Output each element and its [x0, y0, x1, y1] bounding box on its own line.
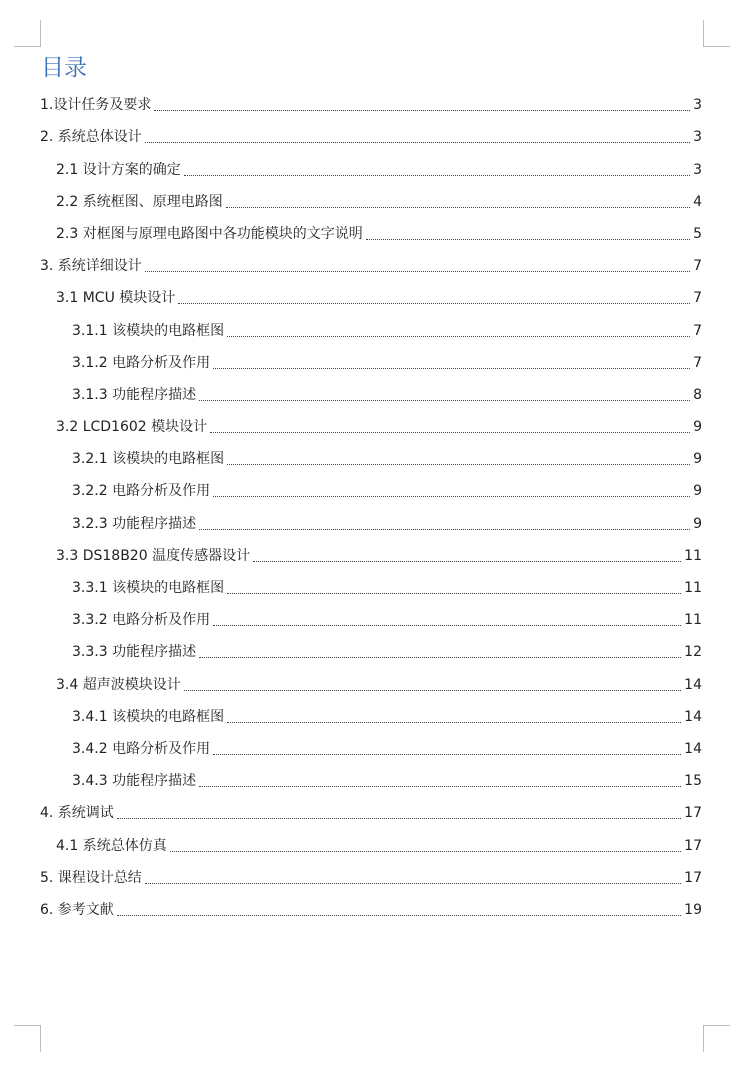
toc-page-number: 7 — [693, 290, 702, 307]
toc-page-number: 19 — [684, 901, 702, 918]
toc-page-number: 12 — [684, 644, 702, 661]
toc-dot-leader — [178, 303, 690, 304]
toc-entry-text: 5. 课程设计总结 — [40, 869, 142, 886]
toc-dot-leader — [213, 754, 681, 755]
toc-page-number: 3 — [693, 161, 702, 178]
toc-dot-leader — [184, 175, 690, 176]
toc-page-number: 3 — [693, 97, 702, 114]
toc-page-number: 17 — [684, 837, 702, 854]
toc-entry[interactable] — [40, 443, 702, 475]
toc-entry[interactable] — [40, 411, 702, 443]
toc-page-number: 9 — [693, 419, 702, 436]
toc-entry[interactable] — [40, 153, 702, 185]
toc-dot-leader — [227, 336, 690, 337]
toc-entry-text: 6. 参考文献 — [40, 901, 114, 918]
toc-entry-text: 3.3.1 该模块的电路框图 — [72, 580, 225, 596]
toc-entry[interactable] — [40, 379, 702, 411]
toc-entry-text: 2.2 系统框图、原理电路图 — [56, 193, 223, 210]
crop-mark-bottom-left — [14, 1025, 41, 1052]
toc-entry-text: 3.4.3 功能程序描述 — [72, 773, 197, 790]
toc-entry-text: 3.3.3 功能程序描述 — [72, 644, 197, 661]
toc-entry[interactable] — [40, 347, 702, 379]
toc-entry-text: 3.4 超声波模块设计 — [56, 676, 181, 693]
toc-page-number: 11 — [684, 580, 702, 596]
toc-dot-leader — [213, 496, 690, 497]
toc-page-number: 11 — [684, 612, 702, 629]
toc-entry-text: 3.1.1 该模块的电路框图 — [72, 322, 225, 339]
toc-dot-leader — [210, 432, 690, 433]
toc-dot-leader — [227, 593, 681, 594]
toc-page-number: 14 — [684, 708, 702, 725]
toc-entry-text: 3.2.3 功能程序描述 — [72, 515, 197, 532]
toc-dot-leader — [170, 851, 681, 852]
toc-page-number: 7 — [693, 354, 702, 371]
toc-entry-text: 3. 系统详细设计 — [40, 258, 142, 275]
toc-dot-leader — [117, 915, 681, 916]
toc-entry-text: 3.1.3 功能程序描述 — [72, 386, 197, 403]
toc-entry[interactable] — [40, 862, 702, 894]
toc-dot-leader — [145, 271, 690, 272]
toc-entry[interactable] — [40, 894, 702, 926]
toc-entry[interactable] — [40, 218, 702, 250]
crop-mark-top-right — [703, 20, 730, 47]
toc-entry-text: 3.4.1 该模块的电路框图 — [72, 708, 225, 725]
toc-dot-leader — [227, 722, 681, 723]
toc-entry[interactable] — [40, 701, 702, 733]
toc-entry[interactable] — [40, 765, 702, 797]
toc-dot-leader — [366, 239, 690, 240]
toc-entry[interactable] — [40, 121, 702, 153]
toc-page-number: 15 — [684, 773, 702, 790]
toc-entry-text: 4. 系统调试 — [40, 805, 114, 822]
toc-entry-text: 4.1 系统总体仿真 — [56, 837, 167, 854]
toc-dot-leader — [145, 883, 681, 884]
toc-entry-text: 3.3 DS18B20 温度传感器设计 — [56, 547, 251, 564]
toc-entry-text: 3.2.1 该模块的电路框图 — [72, 451, 225, 468]
toc-page-number: 9 — [693, 451, 702, 468]
toc-entry[interactable] — [40, 797, 702, 829]
toc-entry-text: 3.2 LCD1602 模块设计 — [56, 419, 208, 436]
crop-mark-bottom-right — [703, 1025, 730, 1052]
toc-page-number: 7 — [693, 258, 702, 275]
table-of-contents — [40, 89, 702, 926]
toc-dot-leader — [184, 690, 681, 691]
toc-entry-text: 1.设计任务及要求 — [40, 97, 152, 114]
toc-dot-leader — [199, 657, 681, 658]
toc-entry-text: 3.2.2 电路分析及作用 — [72, 483, 211, 500]
toc-dot-leader — [199, 786, 681, 787]
toc-page-number: 11 — [684, 547, 702, 564]
toc-entry[interactable] — [40, 604, 702, 636]
toc-entry-text: 2.1 设计方案的确定 — [56, 161, 181, 178]
toc-page-number: 8 — [693, 386, 702, 403]
toc-dot-leader — [199, 529, 690, 530]
toc-dot-leader — [117, 818, 681, 819]
toc-page-number: 5 — [693, 225, 702, 242]
toc-entry-text: 3.1 MCU 模块设计 — [56, 290, 176, 307]
toc-entry[interactable] — [40, 89, 702, 121]
toc-dot-leader — [226, 207, 690, 208]
toc-dot-leader — [145, 142, 690, 143]
toc-entry[interactable] — [40, 572, 702, 604]
toc-entry[interactable] — [40, 507, 702, 539]
toc-entry[interactable] — [40, 475, 702, 507]
toc-dot-leader — [253, 561, 681, 562]
toc-entry[interactable] — [40, 250, 702, 282]
toc-page-number: 14 — [684, 676, 702, 693]
toc-page-number: 17 — [684, 805, 702, 822]
toc-page-number: 7 — [693, 322, 702, 339]
toc-dot-leader — [154, 110, 690, 111]
toc-page-number: 17 — [684, 869, 702, 886]
toc-entry[interactable] — [40, 540, 702, 572]
toc-dot-leader — [199, 400, 690, 401]
toc-page-number: 14 — [684, 740, 702, 757]
toc-dot-leader — [213, 625, 681, 626]
toc-entry[interactable] — [40, 668, 702, 700]
toc-entry[interactable] — [40, 282, 702, 314]
toc-entry-text: 2.3 对框图与原理电路图中各功能模块的文字说明 — [56, 225, 363, 242]
toc-entry[interactable] — [40, 314, 702, 346]
toc-entry-text: 3.3.2 电路分析及作用 — [72, 612, 211, 629]
toc-entry[interactable] — [40, 636, 702, 668]
toc-title: 目录 — [41, 55, 87, 81]
toc-dot-leader — [227, 464, 690, 465]
crop-mark-top-left — [14, 20, 41, 47]
toc-dot-leader — [213, 368, 690, 369]
toc-page-number: 9 — [693, 483, 702, 500]
toc-page-number: 3 — [693, 129, 702, 146]
toc-entry-text: 3.4.2 电路分析及作用 — [72, 740, 211, 757]
toc-page-number: 9 — [693, 515, 702, 532]
toc-entry[interactable] — [40, 733, 702, 765]
toc-entry-text: 3.1.2 电路分析及作用 — [72, 354, 211, 371]
toc-entry[interactable] — [40, 186, 702, 218]
toc-page-number: 4 — [693, 193, 702, 210]
toc-entry[interactable] — [40, 829, 702, 861]
toc-entry-text: 2. 系统总体设计 — [40, 129, 142, 146]
